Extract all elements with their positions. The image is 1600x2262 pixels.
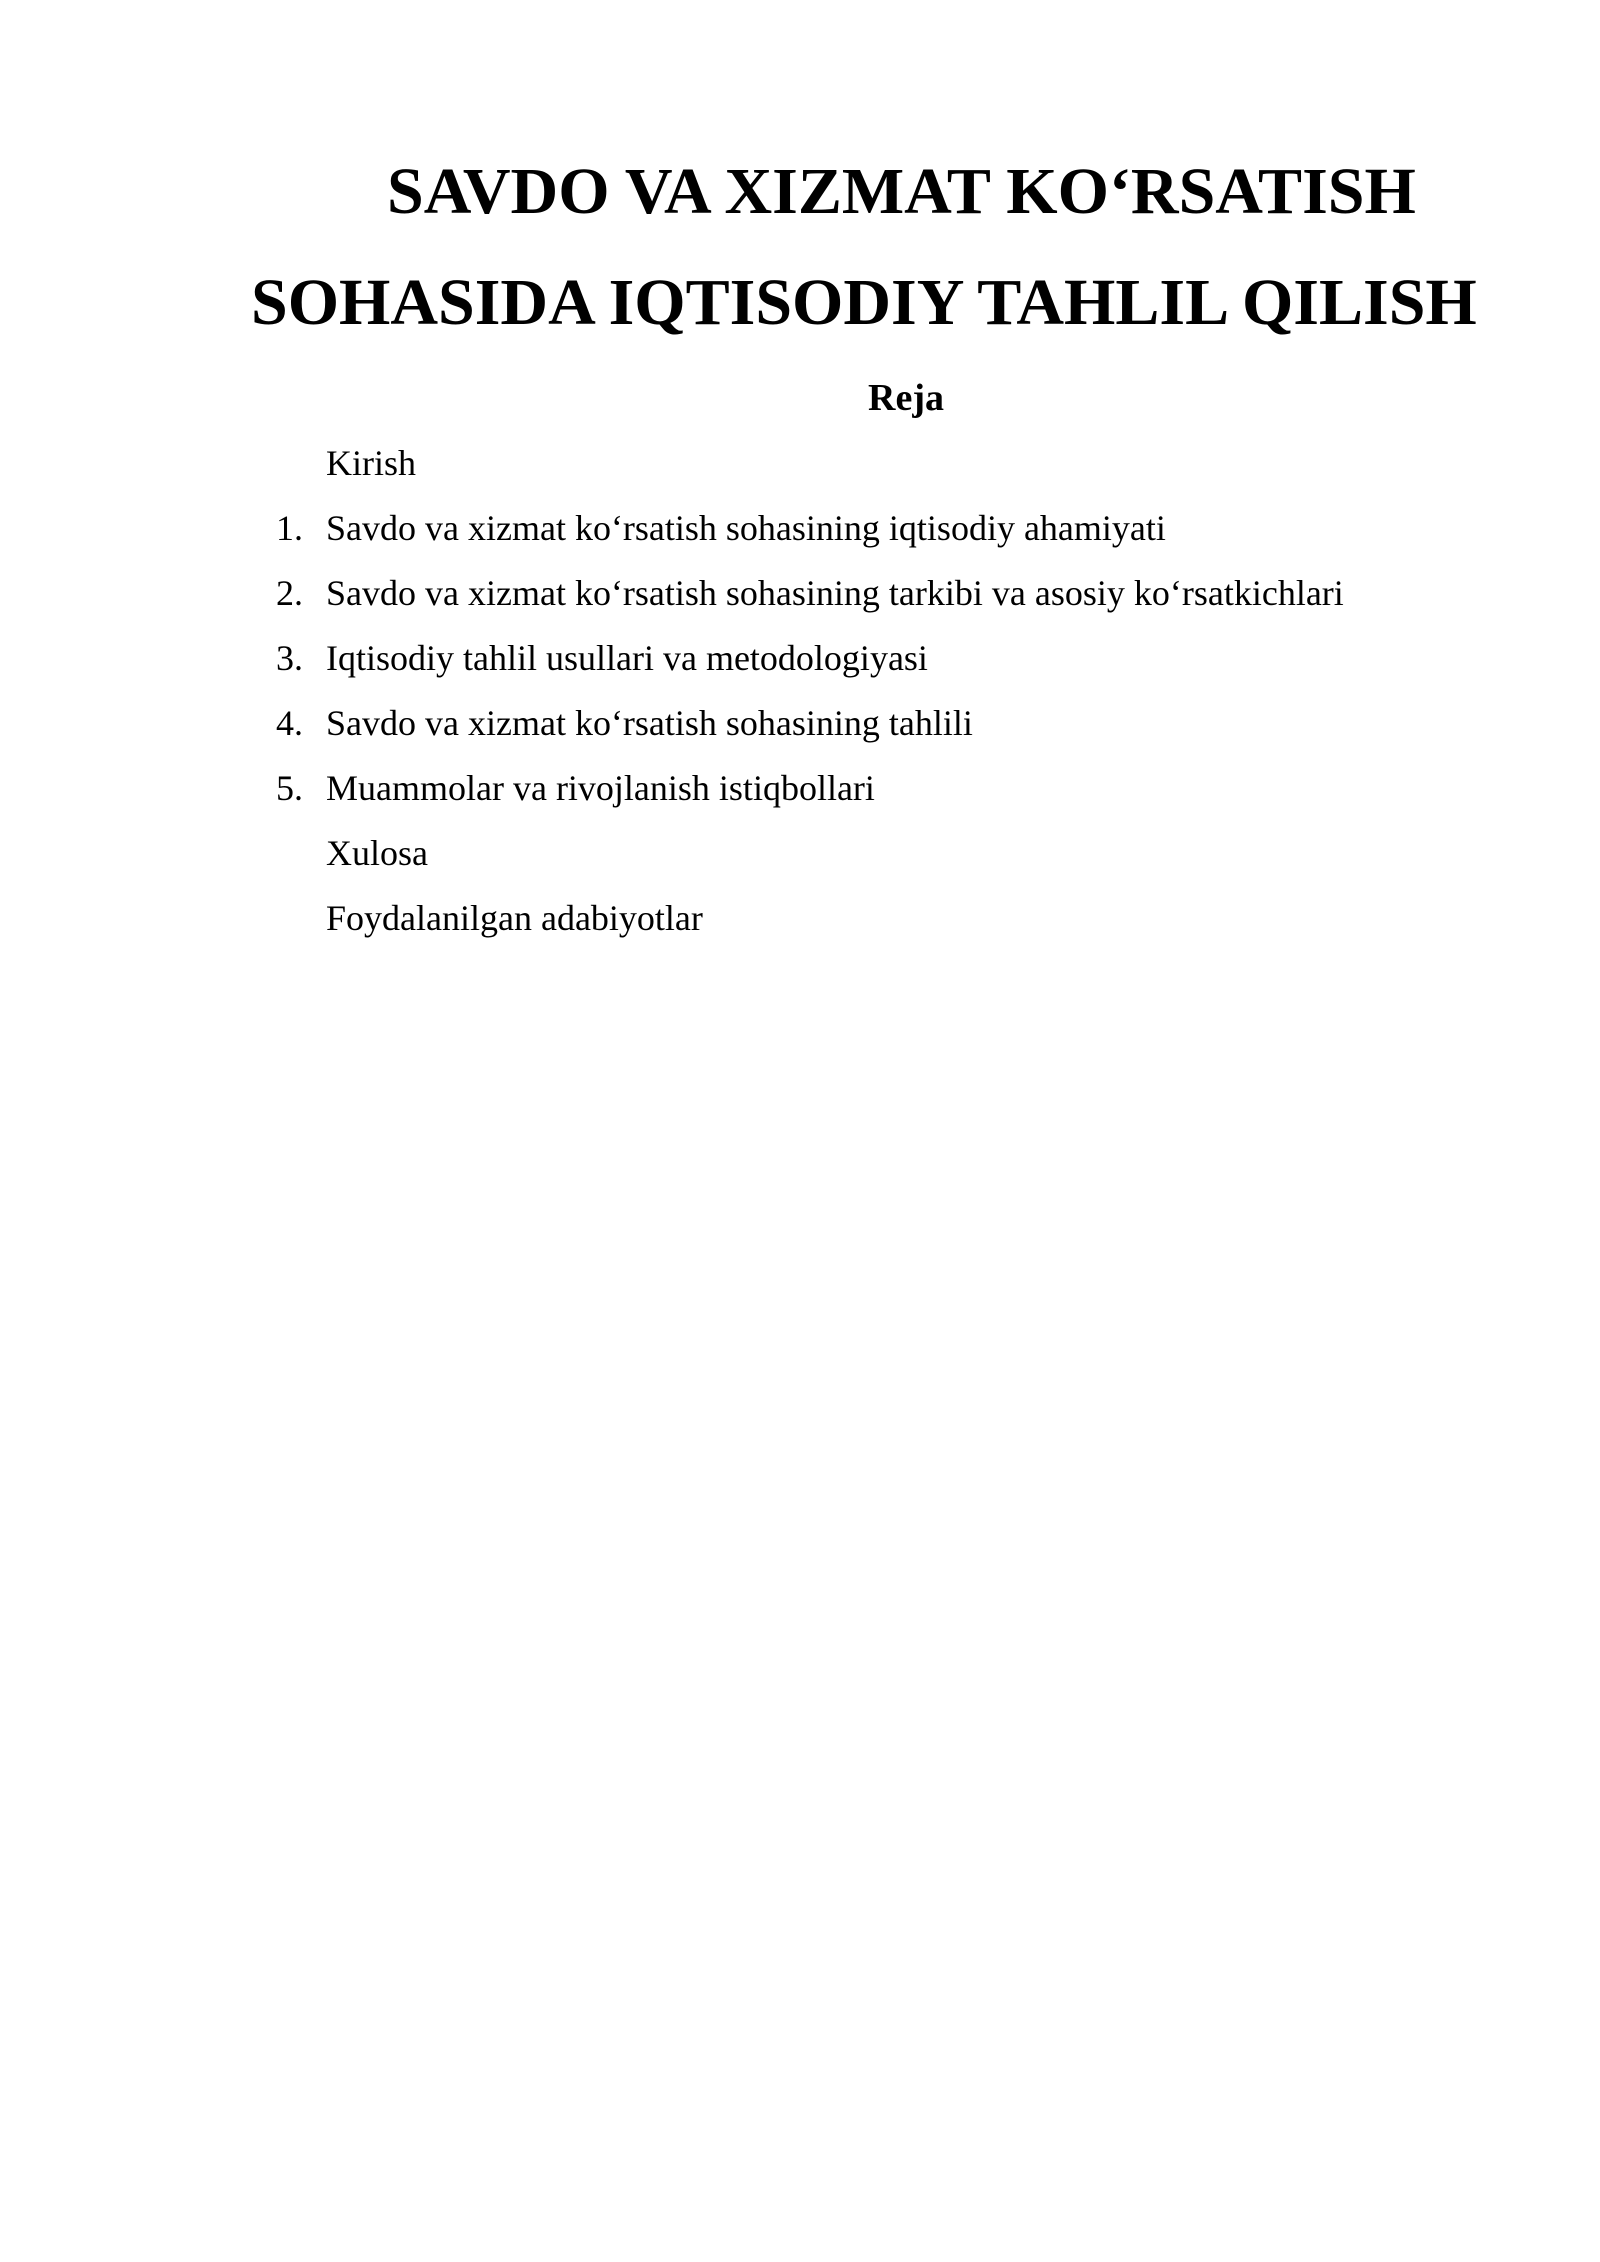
title-line-2: SOHASIDA IQTISODIY TAHLIL QILISH	[251, 266, 1477, 339]
toc-item-number: 4.	[276, 703, 303, 743]
toc-item-conclusion	[0, 828, 1600, 893]
toc-item-text: Savdo va xizmat ko‘rsatish sohasining tahlili	[326, 703, 973, 743]
toc-item-2	[0, 568, 1600, 633]
toc-item-number: 5.	[276, 768, 303, 808]
toc-item-introduction	[0, 438, 1600, 503]
toc-item-number: 2.	[276, 573, 303, 613]
toc-item-text: Savdo va xizmat ko‘rsatish sohasining iqtisodiy ahamiyati	[326, 508, 1166, 548]
toc-item-text: Kirish	[326, 443, 416, 483]
toc-item-references	[0, 893, 1600, 958]
toc-item-text: Savdo va xizmat ko‘rsatish sohasining tarkibi va asosiy ko‘rsatkichlari	[326, 573, 1344, 613]
toc-item-text: Foydalanilgan adabiyotlar	[326, 898, 703, 938]
toc-item-text: Xulosa	[326, 833, 428, 873]
toc-item-5	[0, 763, 1600, 828]
title-line-1: SAVDO VA XIZMAT KO‘RSATISH	[387, 155, 1416, 228]
toc-item-text: Iqtisodiy tahlil usullari va metodologiyasi	[326, 638, 928, 678]
toc-item-number: 1.	[276, 508, 303, 548]
table-of-contents	[0, 438, 1600, 958]
toc-item-3	[0, 633, 1600, 698]
toc-item-4	[0, 698, 1600, 763]
toc-item-number: 3.	[276, 638, 303, 678]
plan-heading: Reja	[868, 377, 944, 419]
toc-item-text: Muammolar va rivojlanish istiqbollari	[326, 768, 875, 808]
toc-item-1	[0, 503, 1600, 568]
